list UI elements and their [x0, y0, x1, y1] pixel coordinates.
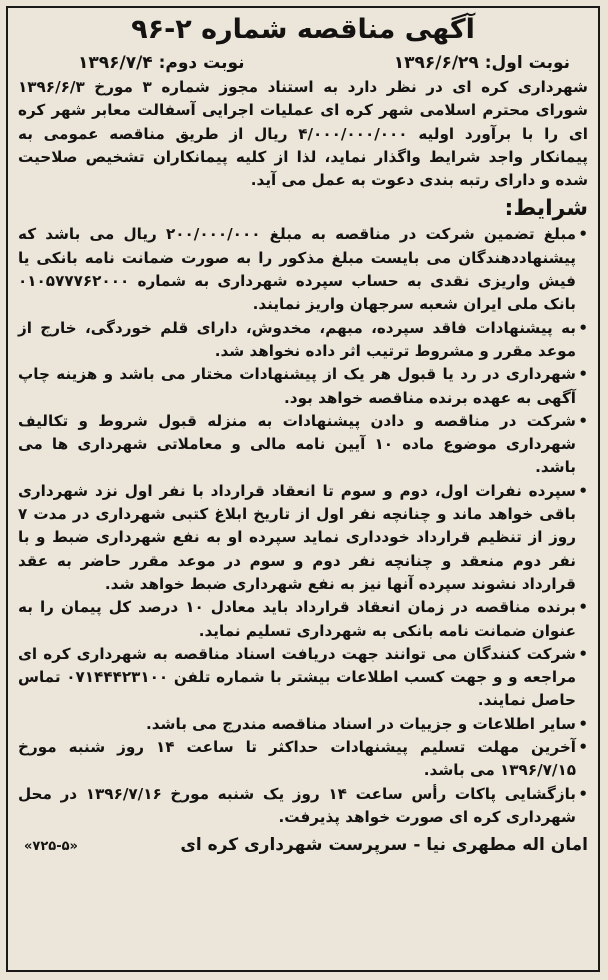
first-round-date: نوبت اول: ۱۳۹۶/۶/۲۹ [393, 53, 570, 73]
notice-title: آگهی مناقصه شماره ۲-۹۶ [131, 14, 475, 45]
condition-item: • برنده مناقصه در زمان انعقاد قرارداد باید معادل ۱۰ درصد کل پیمان را به عنوان ضمانت نامه بانکی به شهرداری تسلیم نماید. [18, 596, 588, 643]
condition-item: • سایر اطلاعات و جزییات در اسناد مناقصه مندرج می باشد. [18, 713, 588, 736]
condition-item: • مبلغ تضمین شرکت در مناقصه به مبلغ ۲۰۰/۰۰۰/۰۰۰ ریال می باشد که پیشنهاددهندگان می بایست مبلغ مذکور را به صورت ضمانت نامه بانکی یا فیش واریزی نقدی به حساب سپرده شهرداری به شماره ۰۱۰۵۷۷۷۶۲۰۰۰ بانک ملی ایران شعبه سرجهان واریز نمایند. [18, 223, 588, 316]
notice-footer [18, 835, 588, 855]
second-round-date: نوبت دوم: ۱۳۹۶/۷/۴ [78, 53, 245, 73]
signature: امان اله مطهری نیا - سرپرست شهرداری کره ای [180, 835, 588, 856]
condition-item: • سپرده نفرات اول، دوم و سوم تا انعقاد قرارداد با نفر اول نزد شهرداری باقی خواهد ماند و چنانچه نفر اول از تاریخ ابلاغ کتبی شهرداری در مدت ۷ روز از تنظیم قرارداد خودداری نماید سپرده او به نفع شهرداری ضبط و با نفر دوم منعقد و چنانچه نفر دوم و سوم در موعد مقرر حاضر به عقد قرارداد نشوند سپرده آنها نیز به نفع شهرداری ضبط خواهد شد. [18, 480, 588, 596]
condition-item: • شرکت کنندگان می توانند جهت دریافت اسناد مناقصه به شهرداری کره ای مراجعه و و جهت کسب اطلاعات بیشتر با شماره تلفن ۰۷۱۴۴۴۲۳۱۰۰ تماس حاصل نمایند. [18, 643, 588, 713]
condition-item: • شهرداری در رد یا قبول هر یک از پیشنهادات مختار می باشد و هزینه چاپ آگهی به عهده برنده مناقصه خواهد بود. [18, 363, 588, 410]
ad-code: «۷۲۵-۵» [24, 839, 78, 855]
condition-item: • آخرین مهلت تسلیم پیشنهادات حداکثر تا ساعت ۱۴ روز شنبه مورخ ۱۳۹۶/۷/۱۵ می باشد. [18, 736, 588, 783]
conditions-heading: شرایط: [504, 196, 588, 222]
condition-item: • به پیشنهادات فاقد سپرده، مبهم، مخدوش، دارای قلم خوردگی، خارج از موعد مقرر و مشروط ترتیب اثر داده نخواهد شد. [18, 317, 588, 364]
condition-item: • بازگشایی پاکات رأس ساعت ۱۴ روز یک شنبه مورخ ۱۳۹۶/۷/۱۶ در محل شهرداری کره ای صورت خواهد پذیرفت. [18, 783, 588, 830]
intro-paragraph: شهرداری کره ای در نظر دارد به استناد مجوز شماره ۳ مورخ ۱۳۹۶/۶/۳ شورای محترم اسلامی شهر کره ای عملیات اجرایی آسفالت معابر شهر کره ای را با برآورد اولیه ۴/۰۰۰/۰۰۰/۰۰۰ ریال از طریق مناقصه عمومی به پیمانکار واجد شرایط واگذار نماید، لذا از کلیه پیمانکاران تشخیص صلاحیت شده و دارای رتبه بندی دعوت به عمل می آید. [18, 78, 588, 190]
condition-item: • شرکت در مناقصه و دادن پیشنهادات به منزله قبول شروط و تکالیف شهرداری موضوع ماده ۱۰ آیین نامه مالی و معاملاتی شهرداری ها می باشد. [18, 410, 588, 480]
conditions-list [18, 223, 588, 829]
tender-notice [6, 6, 600, 972]
publication-dates [18, 52, 588, 74]
